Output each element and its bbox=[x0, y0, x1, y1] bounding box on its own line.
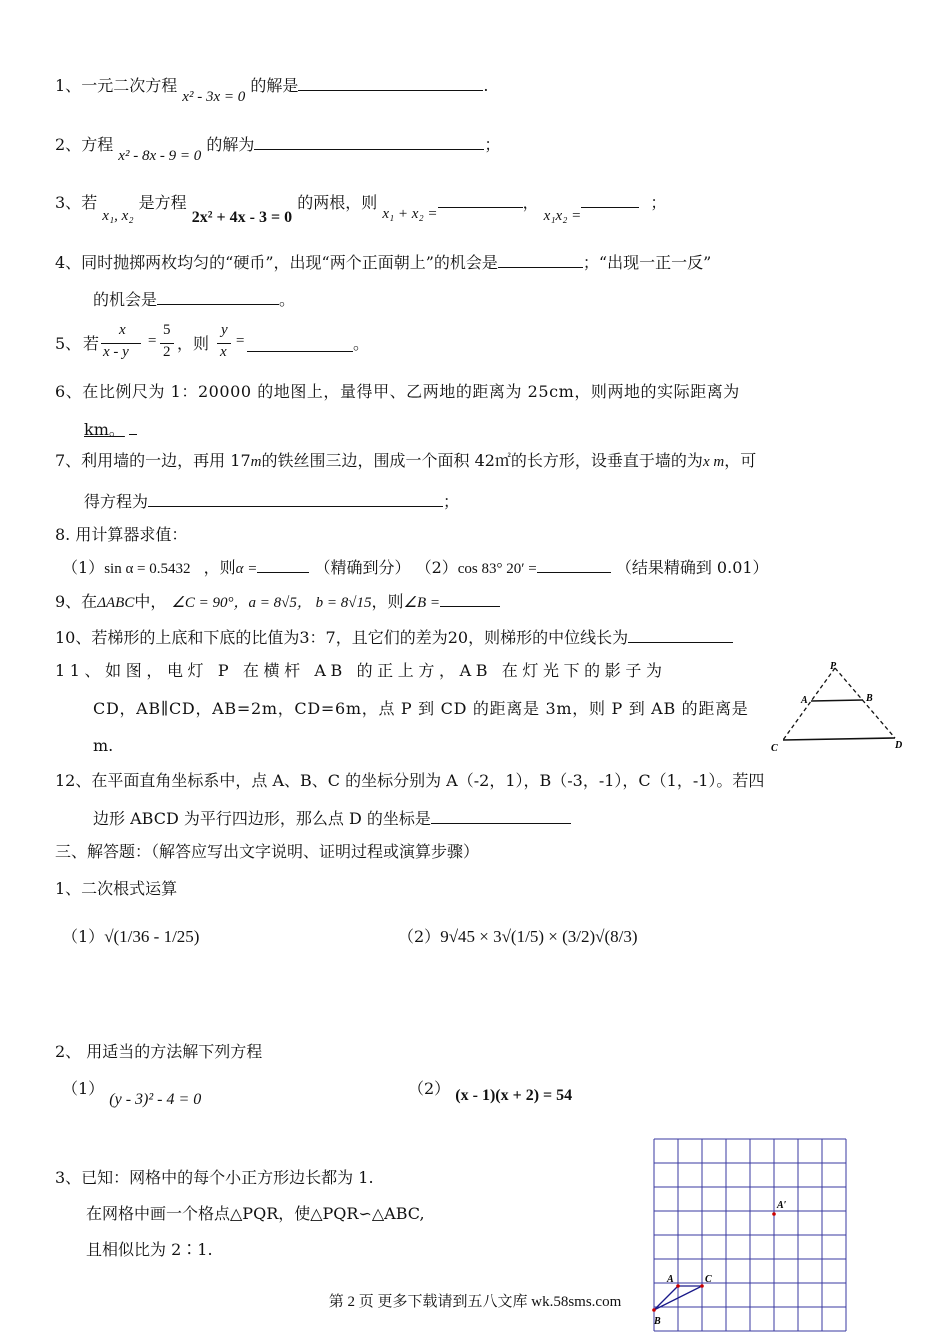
section-3-title bbox=[55, 841, 479, 863]
section-3-heading: 三、解答题：（解答应写出文字说明、证明过程或演算步骤） bbox=[55, 842, 480, 861]
q8-part-2-label: （2） bbox=[415, 558, 458, 577]
q5-fraction-3-numerator: y bbox=[221, 322, 228, 338]
q5-fraction-1-numerator: x bbox=[119, 322, 126, 338]
label-b: B bbox=[866, 693, 873, 704]
q6-unit: km。 bbox=[84, 420, 125, 439]
q3-end: ； bbox=[650, 193, 667, 212]
question-4-line-2 bbox=[93, 288, 295, 311]
q5-fraction-2-denominator: 2 bbox=[163, 344, 171, 360]
question-7-line-1 bbox=[55, 450, 756, 473]
q1-text-2: 的解是 bbox=[250, 76, 299, 95]
q3-product-blank bbox=[581, 191, 639, 208]
solution-2-part-2 bbox=[408, 1078, 573, 1104]
label-grid-b: B bbox=[654, 1316, 661, 1327]
q11-text-1: 11、如图，电灯 P 在横杆 AB 的正上方，AB 在灯光下的影子为 bbox=[55, 661, 667, 680]
q2-number: 2、 bbox=[55, 135, 82, 154]
q9-triangle: ΔABC bbox=[97, 595, 135, 611]
q10-blank bbox=[628, 626, 733, 643]
question-8-title bbox=[55, 524, 187, 546]
s3-text-3: 且相似比为 2∶1. bbox=[86, 1240, 213, 1259]
q7-text-3: ，可 bbox=[724, 451, 757, 470]
segment-ab bbox=[811, 700, 863, 701]
s1-part-1-expression: √(1/36 - 1/25) bbox=[104, 927, 200, 946]
solution-1-part-1 bbox=[62, 926, 199, 948]
q3-roots: x₁, x₂ bbox=[102, 208, 134, 224]
q7-text-2: 的铁丝围三边，围成一个面积 42㎡的长方形，设垂直于墙的为 bbox=[261, 451, 703, 470]
solution-3-line-1 bbox=[55, 1167, 374, 1189]
lamp-shadow-diagram bbox=[765, 660, 905, 755]
label-c: C bbox=[771, 743, 778, 754]
question-11-line-2 bbox=[93, 698, 748, 720]
q7-unit: m bbox=[250, 454, 262, 470]
q8-title: 8. 用计算器求值： bbox=[55, 525, 188, 544]
q8-part-1-label: （1） bbox=[62, 558, 105, 577]
label-grid-a: A bbox=[667, 1274, 674, 1285]
q5-end: 。 bbox=[353, 334, 370, 353]
s3-text-1: 3、已知：网格中的每个小正方形边长都为 1. bbox=[55, 1168, 374, 1187]
s1-part-2-expression: 9√45 × 3√(1/5) × (3/2)√(8/3) bbox=[440, 927, 638, 946]
q8-part-1-text: ，则 bbox=[203, 558, 236, 577]
question-9 bbox=[55, 590, 500, 614]
q2-equation: x² - 8x - 9 = 0 bbox=[118, 148, 202, 164]
question-12-line-2 bbox=[93, 807, 571, 830]
q5-equals-2: = bbox=[235, 333, 246, 349]
q9-angle-b: ∠B = bbox=[403, 595, 440, 611]
q8-part-2-precision: （结果精确到 0.01） bbox=[615, 558, 769, 577]
question-6-line-1 bbox=[55, 381, 740, 403]
q2-text-2: 的解为 bbox=[206, 135, 255, 154]
q2-text: 方程 bbox=[81, 135, 114, 154]
question-11-line-3 bbox=[93, 735, 113, 757]
q5-text: 若 bbox=[83, 334, 100, 353]
q11-text-2: CD，AB∥CD，AB=2m，CD=6m，点 P 到 CD 的距离是 3m，则 P 到 AB 的距离是 bbox=[93, 699, 749, 718]
q3-number: 3、 bbox=[55, 193, 82, 212]
s1-title: 1、二次根式运算 bbox=[55, 879, 178, 898]
q10-text: 10、若梯形的上底和下底的比值为3：7，且它们的差为20，则梯形的中位线长为 bbox=[55, 628, 629, 647]
segment-cd bbox=[783, 738, 895, 740]
solution-1-title bbox=[55, 878, 177, 900]
q4-blank-2 bbox=[157, 288, 279, 305]
s2-part-1-equation: (y - 3)² - 4 = 0 bbox=[109, 1091, 202, 1108]
q1-text: 一元二次方程 bbox=[81, 76, 178, 95]
q8-part-1-expression: sin α = 0.5432 bbox=[104, 561, 191, 577]
s2-part-2-label: （2） bbox=[408, 1079, 451, 1098]
question-1 bbox=[55, 74, 489, 105]
q8-part-1-blank bbox=[257, 556, 309, 573]
s1-part-2-label: （2） bbox=[398, 927, 441, 946]
q5-equals: = bbox=[147, 333, 158, 349]
q4-separator: ；“出现一正一反” bbox=[582, 253, 712, 272]
q3-product: x₁x₂ = bbox=[543, 208, 582, 224]
q3-text-3: 的两根，则 bbox=[297, 193, 378, 212]
q5-text-2: ，则 bbox=[177, 334, 210, 353]
q12-blank bbox=[431, 807, 571, 824]
label-p: P bbox=[830, 661, 837, 672]
q5-number: 5、 bbox=[55, 334, 82, 353]
solution-1-part-2 bbox=[398, 926, 638, 948]
q9-text-2: ，则 bbox=[371, 592, 404, 611]
q4-text-2: 的机会是 bbox=[93, 290, 158, 309]
q3-sum: x₁ + x₂ = bbox=[382, 206, 438, 222]
s2-part-2-equation: (x - 1)(x + 2) = 54 bbox=[455, 1087, 573, 1104]
q3-separator: ， bbox=[522, 193, 539, 212]
label-a: A bbox=[801, 695, 808, 706]
q7-blank bbox=[148, 490, 443, 507]
question-12-line-1 bbox=[55, 770, 764, 792]
q8-part-1-precision: （精确到分） bbox=[314, 558, 411, 577]
q7-end: ； bbox=[443, 492, 460, 511]
q8-part-1-alpha: α = bbox=[235, 561, 258, 577]
question-3 bbox=[55, 191, 667, 226]
q9-blank bbox=[440, 590, 500, 607]
q5-answer-blank bbox=[247, 335, 353, 352]
q9-text: 中， bbox=[134, 592, 167, 611]
s1-part-1-label: （1） bbox=[62, 927, 105, 946]
label-a-prime: A′ bbox=[777, 1200, 787, 1211]
question-2 bbox=[55, 133, 501, 164]
solution-3-line-3 bbox=[86, 1239, 213, 1261]
s2-title: 2、 用适当的方法解下列方程 bbox=[55, 1042, 263, 1061]
q3-sum-blank bbox=[438, 191, 523, 208]
solution-2-part-1 bbox=[62, 1078, 202, 1108]
square-grid-figure bbox=[650, 1135, 852, 1344]
point-a-prime bbox=[772, 1212, 776, 1216]
question-4-line-1 bbox=[55, 251, 711, 274]
question-5 bbox=[55, 322, 555, 366]
q8-part-2-expression: cos 83° 20′ = bbox=[457, 561, 537, 577]
question-8-parts bbox=[62, 556, 769, 580]
question-7-line-2 bbox=[84, 490, 459, 513]
footer-text: 第 2 页 更多下载请到五八文库 wk.58sms.com bbox=[328, 1294, 622, 1310]
q4-end: 。 bbox=[279, 290, 296, 309]
point-a bbox=[676, 1284, 680, 1288]
question-6-line-2 bbox=[84, 418, 137, 441]
q11-text-3: m. bbox=[93, 736, 114, 755]
q5-fraction-3-denominator: x bbox=[220, 344, 227, 360]
label-d: D bbox=[895, 740, 903, 751]
q2-end: ； bbox=[484, 135, 501, 154]
q5-fraction-1-denominator: x - y bbox=[103, 344, 129, 360]
point-c bbox=[700, 1284, 704, 1288]
ray-p-c bbox=[783, 668, 835, 740]
q4-text: 4、同时抛掷两枚均匀的“硬币”，出现“两个正面朝上”的机会是 bbox=[55, 253, 498, 272]
q12-text-2: 边形 ABCD 为平行四边形，那么点 D 的坐标是 bbox=[93, 809, 431, 828]
s2-part-1-label: （1） bbox=[62, 1079, 105, 1098]
q1-answer-blank bbox=[298, 74, 483, 91]
question-10 bbox=[55, 626, 733, 649]
q7-text-4: 得方程为 bbox=[84, 492, 149, 511]
s3-text-2: 在网格中画一个格点△PQR，使△PQR∽△ABC, bbox=[86, 1204, 425, 1223]
q2-answer-blank bbox=[254, 133, 484, 150]
q1-equation: x² - 3x = 0 bbox=[182, 89, 246, 105]
q8-part-2-blank bbox=[537, 556, 611, 573]
q3-text-2: 是方程 bbox=[138, 193, 187, 212]
question-11-line-1 bbox=[55, 660, 667, 682]
q3-equation: 2x² + 4x - 3 = 0 bbox=[191, 209, 293, 226]
q3-text: 若 bbox=[81, 193, 98, 212]
ray-p-d bbox=[835, 668, 895, 738]
q7-text: 7、利用墙的一边，再用 17 bbox=[55, 451, 251, 470]
q1-end: . bbox=[483, 76, 489, 95]
solution-3-line-2 bbox=[86, 1203, 425, 1225]
q5-fraction-2-numerator: 5 bbox=[163, 322, 171, 338]
q6-text: 6、在比例尺为 1：20000 的地图上，量得甲、乙两地的距离为 25cm，则两地的实际距离为 bbox=[55, 382, 740, 401]
q9-number: 9、在 bbox=[55, 592, 98, 611]
solution-2-title bbox=[55, 1041, 262, 1063]
q12-text-1: 12、在平面直角坐标系中，点 A、B、C 的坐标分别为 A（-2，1），B（-3，-1），C（1，-1）。若四 bbox=[55, 771, 765, 790]
q9-conditions: ∠C = 90°，a = 8√5， b = 8√15 bbox=[171, 595, 372, 611]
label-grid-c: C bbox=[705, 1274, 712, 1285]
q1-number: 1、 bbox=[55, 76, 82, 95]
q4-blank-1 bbox=[498, 251, 583, 268]
q6-blank bbox=[129, 418, 137, 435]
q7-variable: x m bbox=[702, 454, 725, 470]
page-footer bbox=[0, 1290, 950, 1311]
